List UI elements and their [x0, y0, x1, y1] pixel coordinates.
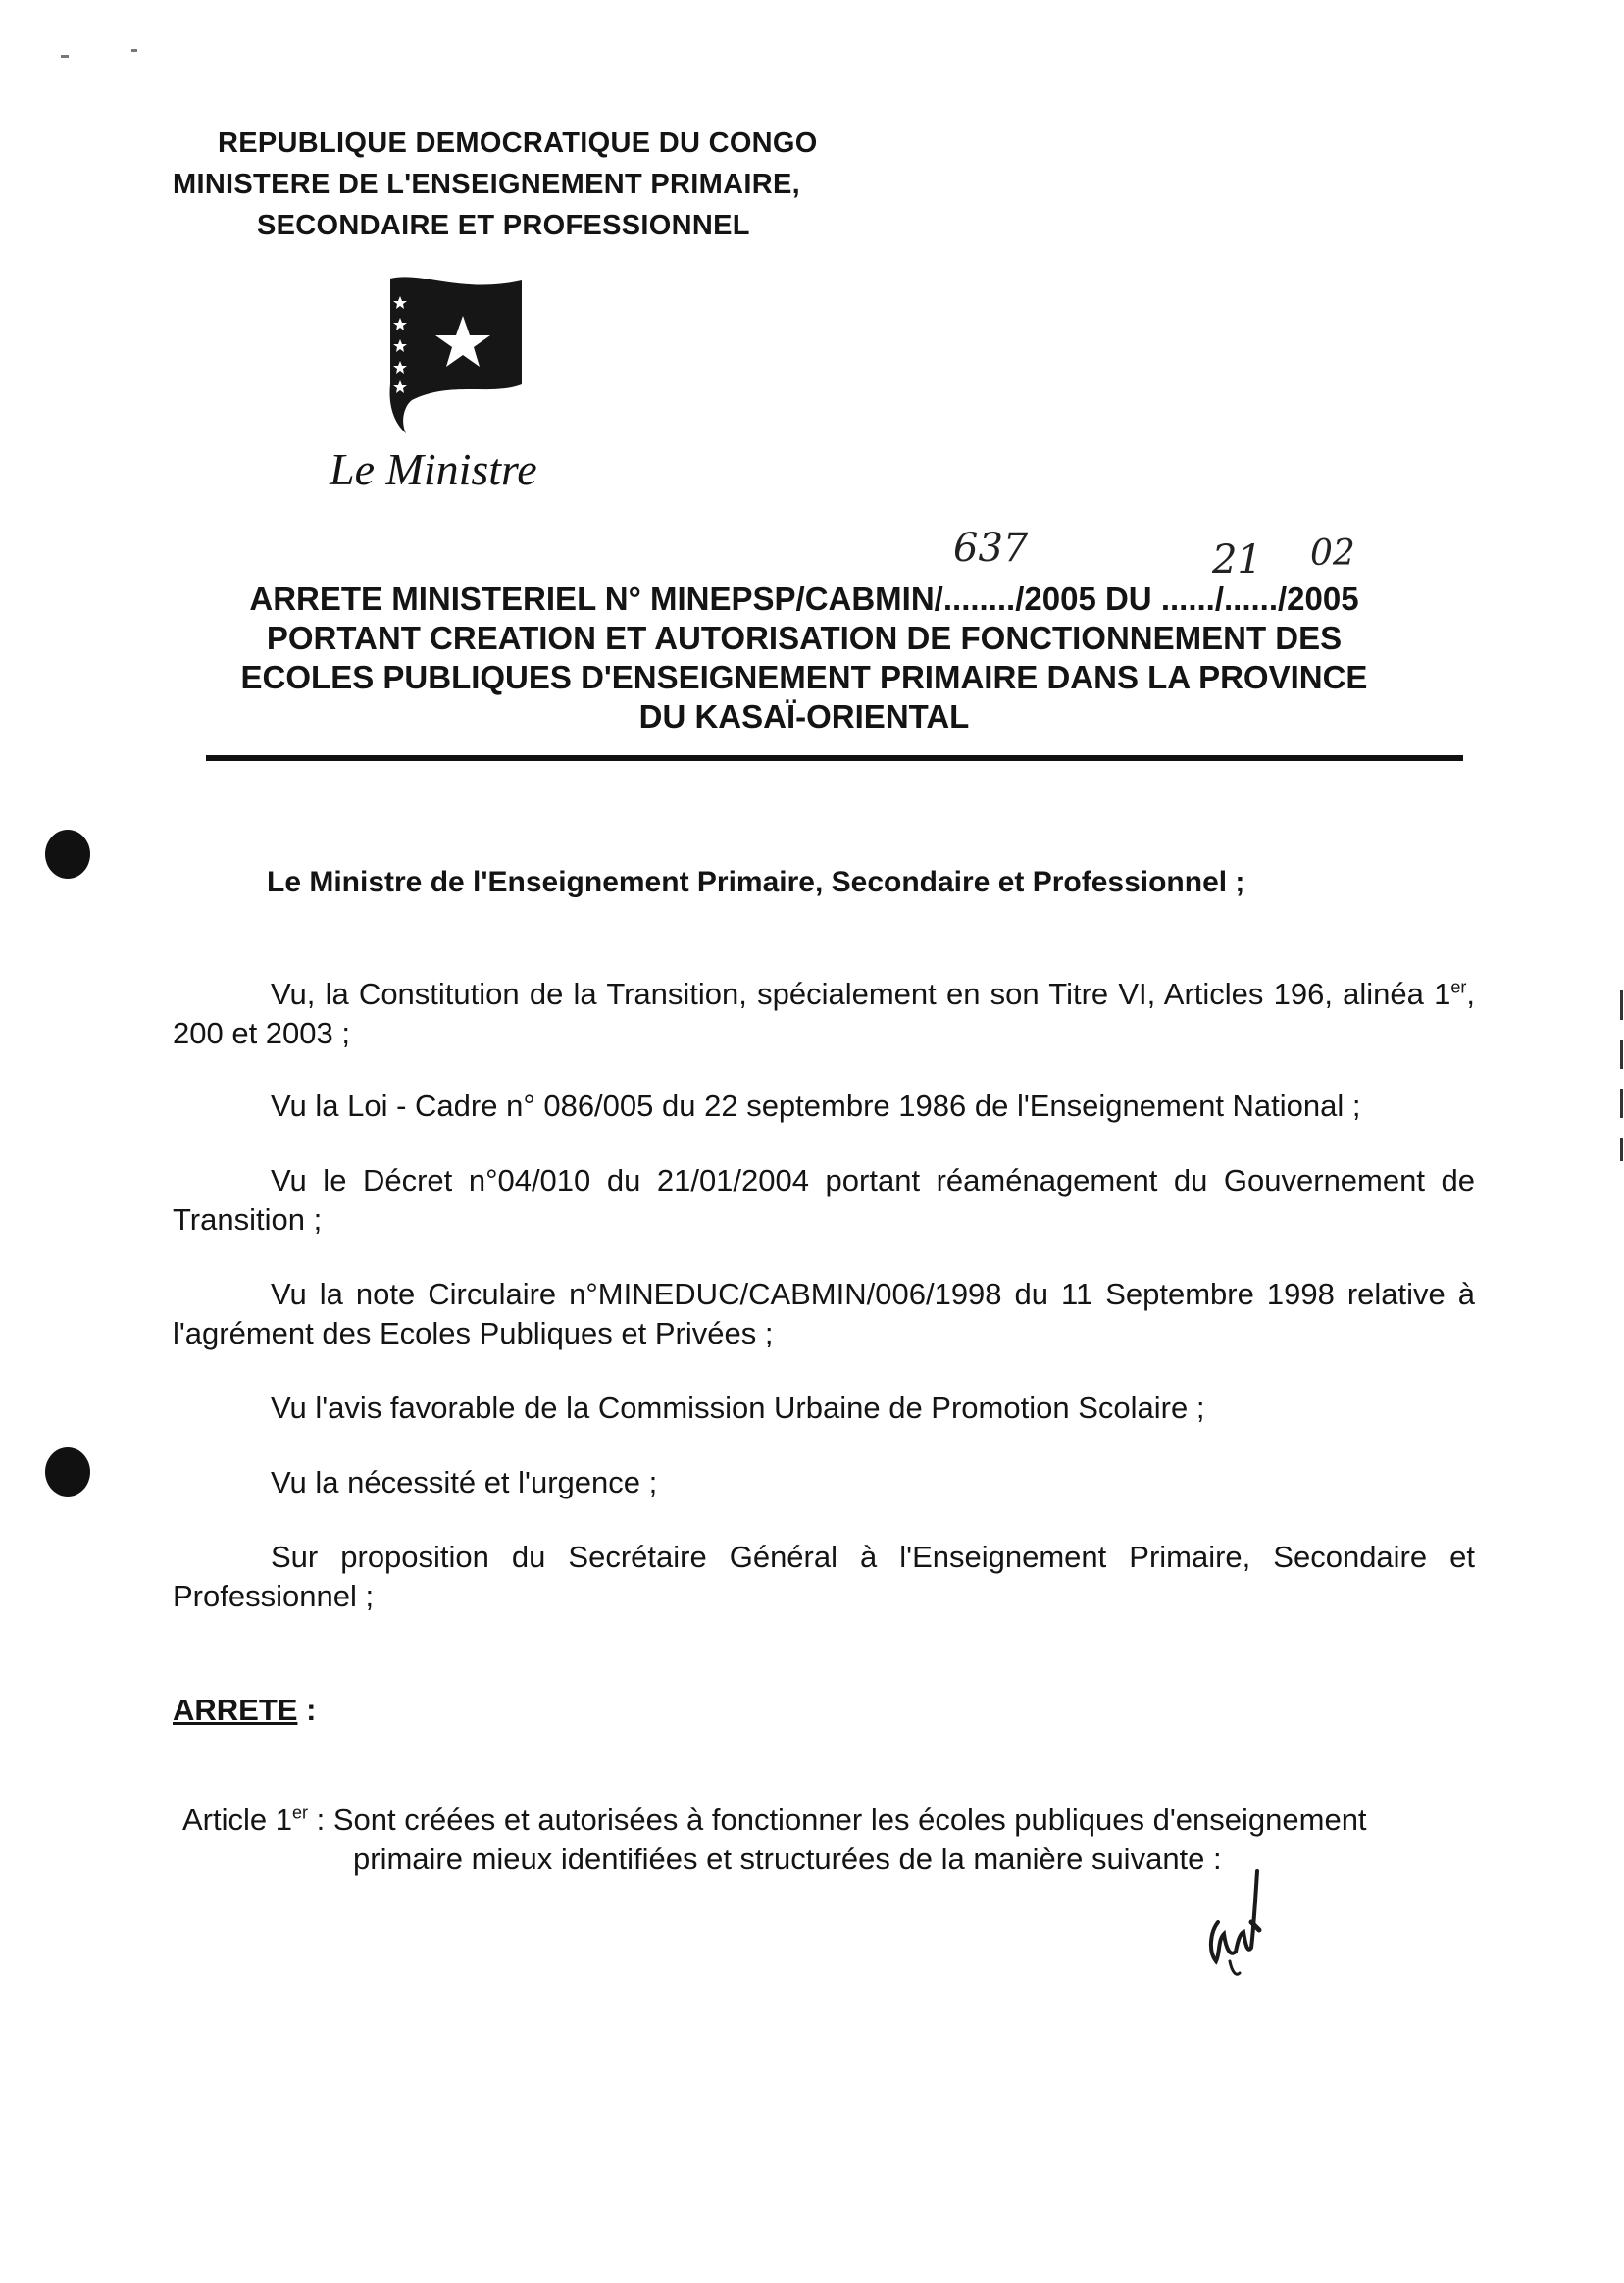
vu-note-circulaire: Vu la note Circulaire n°MINEDUC/CABMIN/006/1998 du 11 Septembre 1998 relative à l'agrément des Ecoles Publiques et Privées ;	[173, 1277, 1475, 1350]
handwritten-month: 02	[1310, 533, 1355, 574]
sur-proposition: Sur proposition du Secrétaire Général à l'Enseignement Primaire, Secondaire et Professionnel ;	[173, 1540, 1475, 1613]
vu-constitution: Vu, la Constitution de la Transition, spécialement en son Titre VI, Articles 196, alinéa 1er, 200 et 2003 ;	[173, 977, 1475, 1050]
vu-decret: Vu le Décret n°04/010 du 21/01/2004 portant réaménagement du Gouvernement de Transition ;	[173, 1163, 1475, 1237]
arrete-title-line4: DU KASAÏ-ORIENTAL	[638, 698, 970, 735]
header-republic: REPUBLIQUE DEMOCRATIQUE DU CONGO	[218, 127, 818, 159]
handwritten-initials	[1196, 1863, 1285, 1991]
scan-speck	[61, 55, 69, 58]
vu-necessite: Vu la nécessité et l'urgence ;	[271, 1465, 658, 1499]
scan-edge-mark	[1620, 1138, 1623, 1161]
arrete-title-line2: PORTANT CREATION ET AUTORISATION DE FONCTIONNEMENT DES	[266, 620, 1343, 656]
vu-loi-cadre: Vu la Loi - Cadre n° 086/005 du 22 septembre 1986 de l'Enseignement National ;	[271, 1089, 1361, 1123]
congo-flag-emblem-icon	[382, 275, 530, 436]
handwritten-day: 21	[1212, 537, 1262, 583]
punch-hole	[45, 830, 90, 879]
scan-edge-mark	[1620, 1089, 1623, 1118]
scan-speck	[131, 49, 137, 52]
intro-line: Le Ministre de l'Enseignement Primaire, Secondaire et Professionnel ;	[267, 866, 1245, 898]
arrete-title-line3: ECOLES PUBLIQUES D'ENSEIGNEMENT PRIMAIRE DANS LA PROVINCE	[240, 659, 1368, 695]
header-ministry-cont: SECONDAIRE ET PROFESSIONNEL	[257, 210, 750, 241]
scan-edge-mark	[1620, 990, 1623, 1020]
handwritten-number: 637	[953, 526, 1029, 571]
header-ministry: MINISTERE DE L'ENSEIGNEMENT PRIMAIRE,	[173, 169, 800, 200]
arrete-heading: ARRETE :	[173, 1693, 317, 1727]
article-1-line1: Article 1er : Sont créées et autorisées à fonctionner les écoles publiques d'enseignement	[182, 1802, 1367, 1837]
arrete-title-line1: ARRETE MINISTERIEL N° MINEPSP/CABMIN/......../2005 DU ....../....../2005	[249, 581, 1359, 617]
title-divider	[206, 755, 1463, 761]
vu-avis: Vu l'avis favorable de la Commission Urbaine de Promotion Scolaire ;	[271, 1391, 1205, 1425]
signature-title: Le Ministre	[330, 444, 537, 494]
article-1-line2: primaire mieux identifiées et structurées de la manière suivante :	[353, 1842, 1222, 1876]
punch-hole	[45, 1447, 90, 1497]
scan-edge-mark	[1620, 1040, 1623, 1069]
